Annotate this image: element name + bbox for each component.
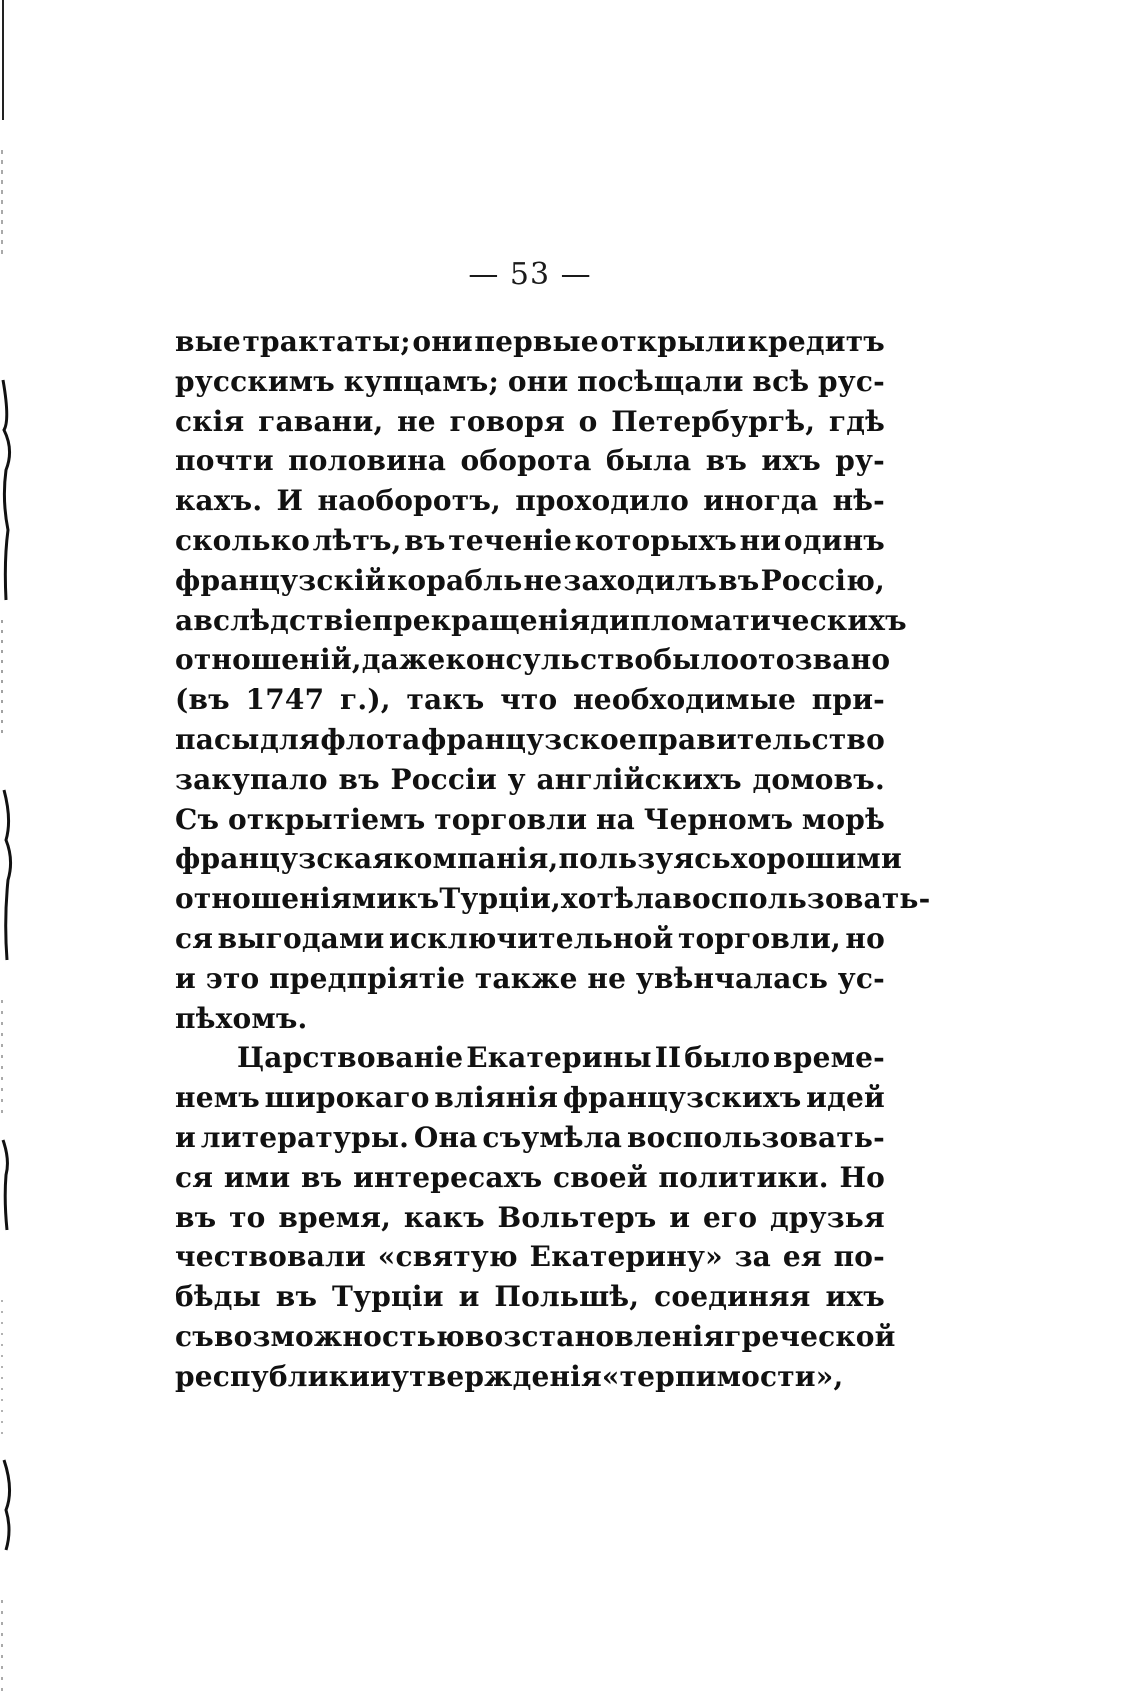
text-line: скія гавани, не говоря о Петербургѣ, гдѣ xyxy=(175,404,885,438)
text-line: сколько лѣтъ, въ теченіе которыхъ ни одинъ xyxy=(175,523,885,557)
text-line: французскій корабль не заходилъ въ Россію, xyxy=(175,563,885,597)
text-line: и это предпріятіе также не увѣнчалась ус- xyxy=(175,961,885,995)
text-line: и литературы. Она съумѣла воспользовать- xyxy=(175,1120,885,1154)
text-line: ся выгодами исключительной торговли, но xyxy=(175,921,885,955)
text-line: закупало въ Россіи у англійскихъ домовъ. xyxy=(175,762,885,796)
paragraph xyxy=(175,1038,896,1396)
text-line: Съ открытіемъ торговли на Черномъ морѣ xyxy=(175,802,885,836)
text-line: почти половина оборота была въ ихъ ру- xyxy=(175,444,885,478)
text-line: республики и утвержденія «терпимости», xyxy=(175,1359,844,1393)
paragraph xyxy=(175,322,931,1038)
body-text xyxy=(175,322,931,1397)
text-line: вые трактаты; они первые открыли кредитъ xyxy=(175,325,885,358)
page-number: — 53 — xyxy=(468,257,592,292)
text-line: а вслѣдствіе прекращенія дипломатическихъ xyxy=(175,603,907,637)
text-line: съ возможностью возстановленія греческой xyxy=(175,1319,896,1353)
text-line: пасы для флота французское правительство xyxy=(175,722,885,756)
text-line: немъ широкаго вліянія французскихъ идей xyxy=(175,1081,885,1115)
text-line: французская компанія, пользуясь хорошими xyxy=(175,842,902,876)
text-line: (въ 1747 г.), такъ что необходимые при- xyxy=(175,683,885,717)
text-line: кахъ. И наоборотъ, проходило иногда нѣ- xyxy=(175,484,885,518)
text-line: отношеній, даже консульство было отозвано xyxy=(175,643,891,677)
text-line: ся ими въ интересахъ своей политики. Но xyxy=(175,1160,885,1194)
text-line: пѣхомъ. xyxy=(175,1001,308,1035)
text-line: русскимъ купцамъ; они посѣщали всѣ рус- xyxy=(175,364,885,398)
text-line: бѣды въ Турціи и Польшѣ, соединяя ихъ xyxy=(175,1280,885,1314)
text-line: отношеніями къ Турціи, хотѣла воспользовать- xyxy=(175,882,931,916)
text-line: чествовали «святую Екатерину» за ея по- xyxy=(175,1240,885,1274)
text-line: Царствованіе Екатерины II было време- xyxy=(237,1041,885,1075)
text-line: въ то время, какъ Вольтеръ и его друзья xyxy=(175,1200,885,1234)
